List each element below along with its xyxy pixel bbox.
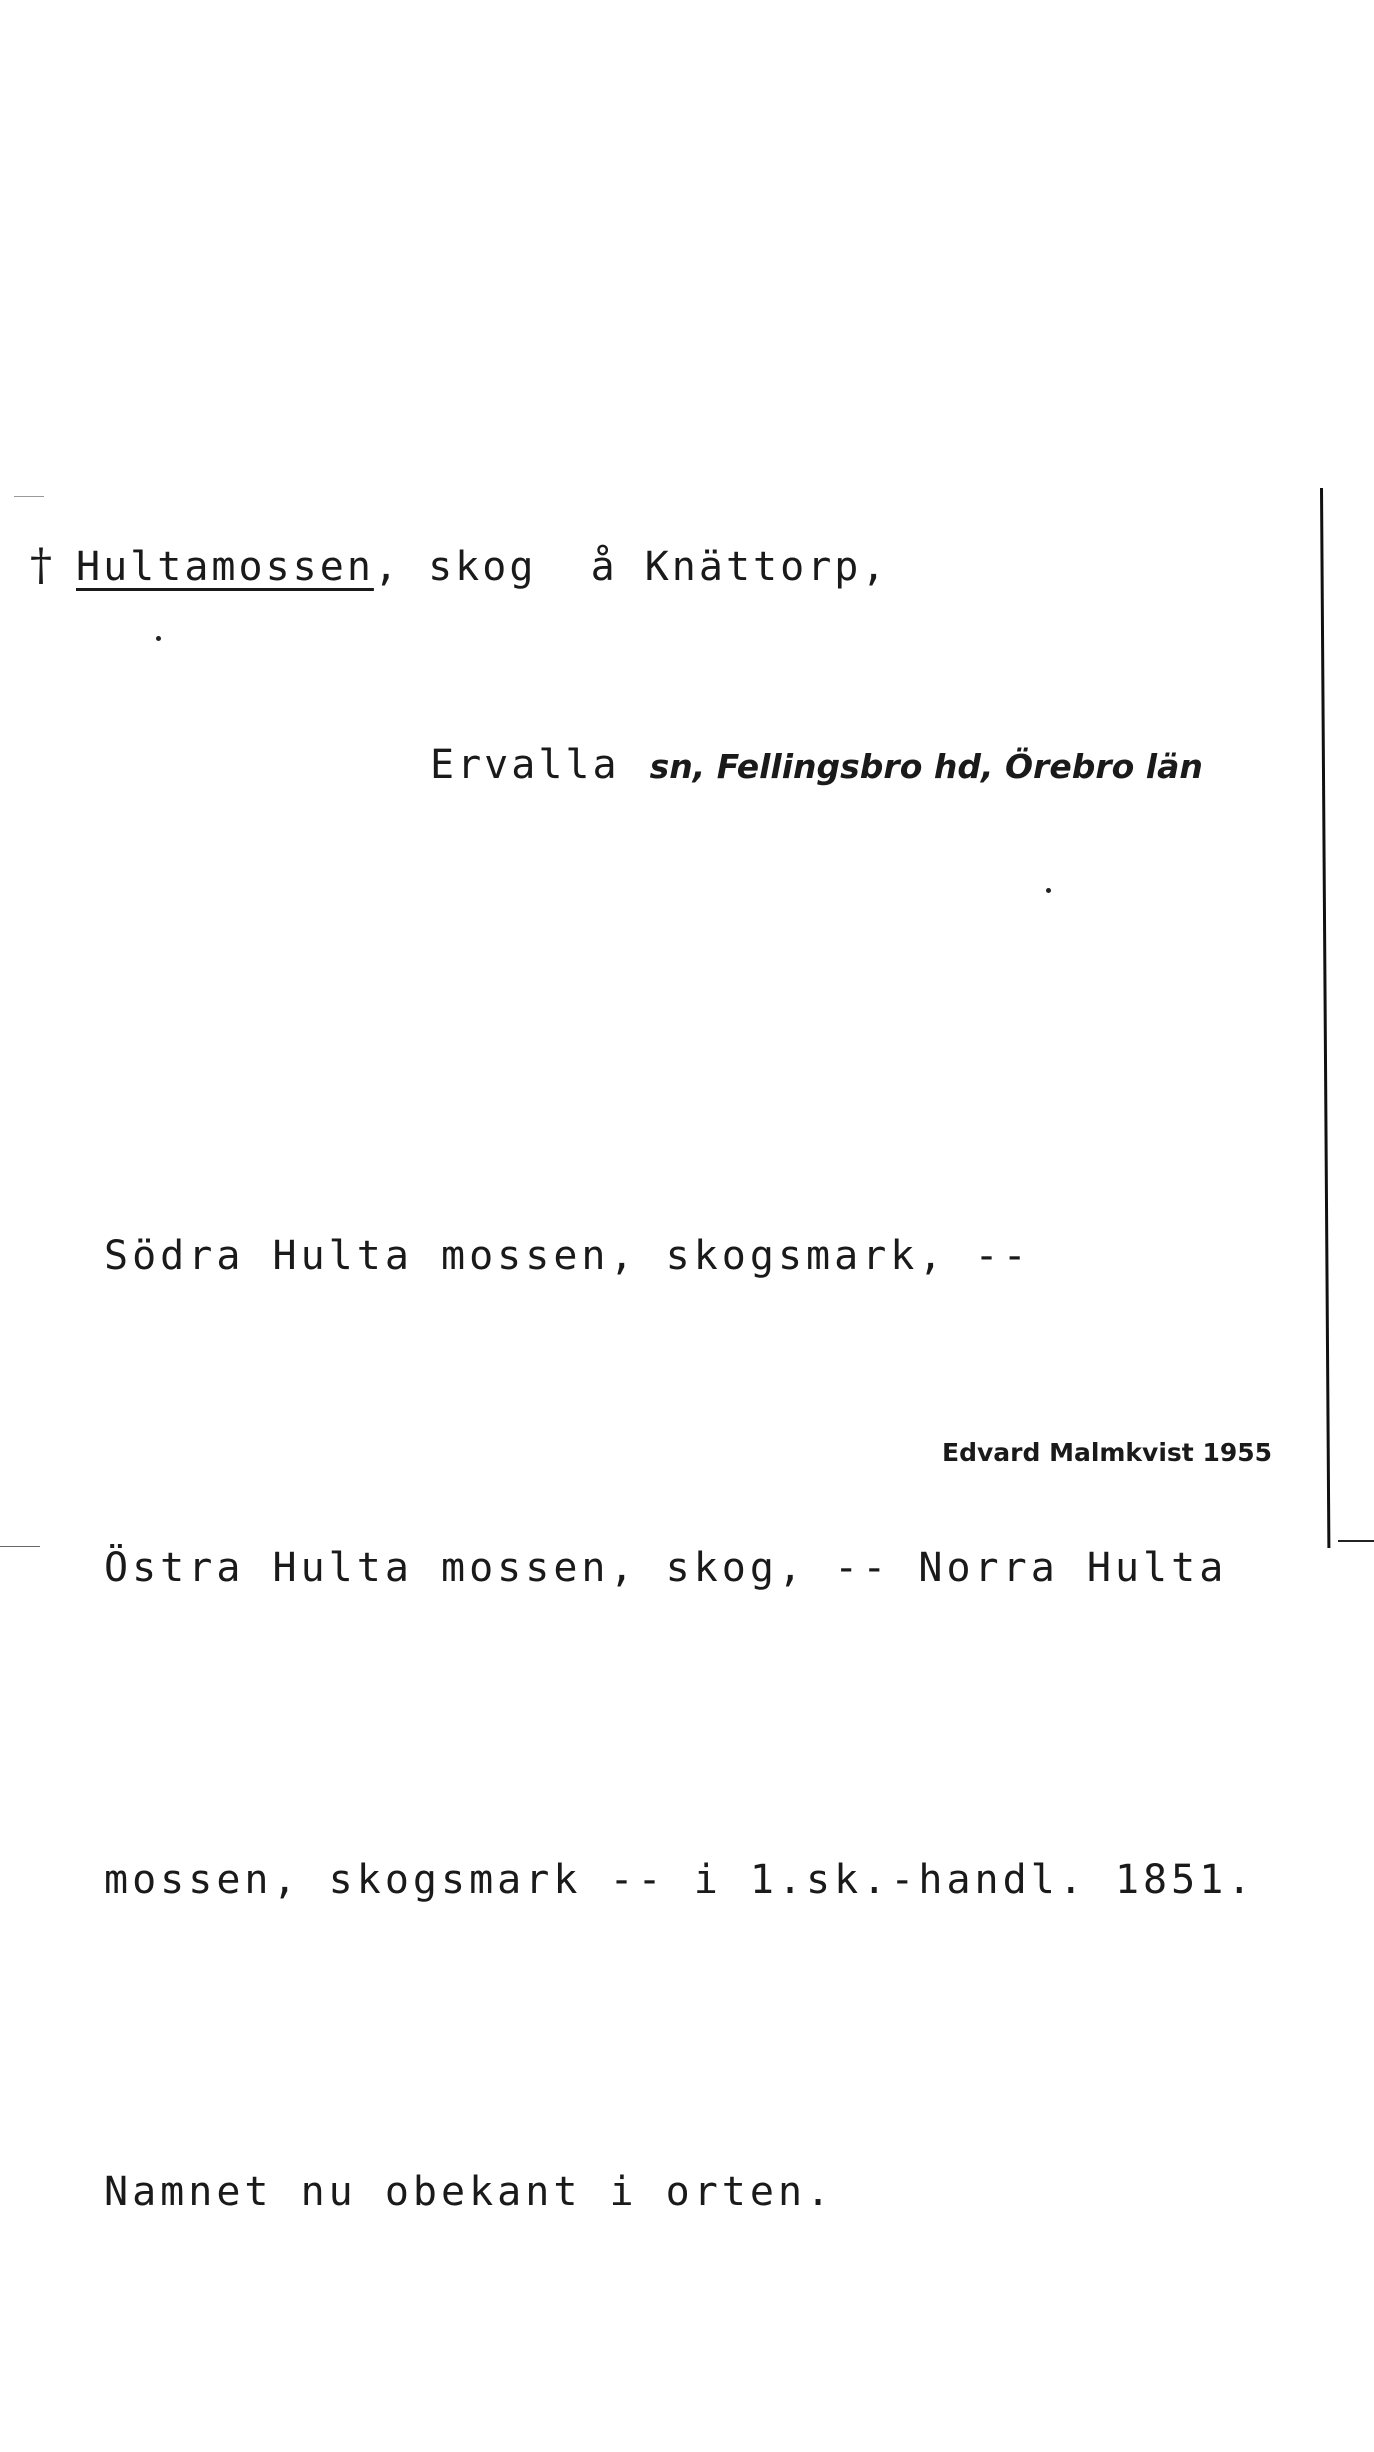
- card-body: [104, 996, 1255, 2452]
- headword: Hultamossen: [76, 544, 374, 590]
- body-line: Södra Hulta mossen, skogsmark, --: [104, 1233, 1031, 1279]
- bottom-edge-mark: [0, 1546, 40, 1547]
- ink-speck: [156, 636, 161, 641]
- body-line: mossen, skogsmark -- i 1.sk.-handl. 1851.: [104, 1857, 1256, 1903]
- collector-signature: Edvard Malmkvist 1955: [942, 1438, 1273, 1467]
- card-edge-rule: [1320, 488, 1330, 1548]
- edge-mark: [14, 496, 44, 497]
- heading-description: , skog å Knättorp,: [373, 544, 889, 590]
- card-edge-foot: [1338, 1540, 1374, 1542]
- location-line: [430, 742, 1203, 788]
- body-line: Namnet nu obekant i orten.: [104, 2169, 835, 2215]
- parish-name: Ervalla: [430, 742, 620, 788]
- district-stamp: sn, Fellingsbro hd, Örebro län: [649, 747, 1203, 786]
- heading-line: [30, 540, 888, 591]
- ink-speck: [1046, 888, 1051, 893]
- body-line: Östra Hulta mossen, skog, -- Norra Hulta: [104, 1545, 1228, 1591]
- obsolete-cross-icon: †: [30, 540, 52, 591]
